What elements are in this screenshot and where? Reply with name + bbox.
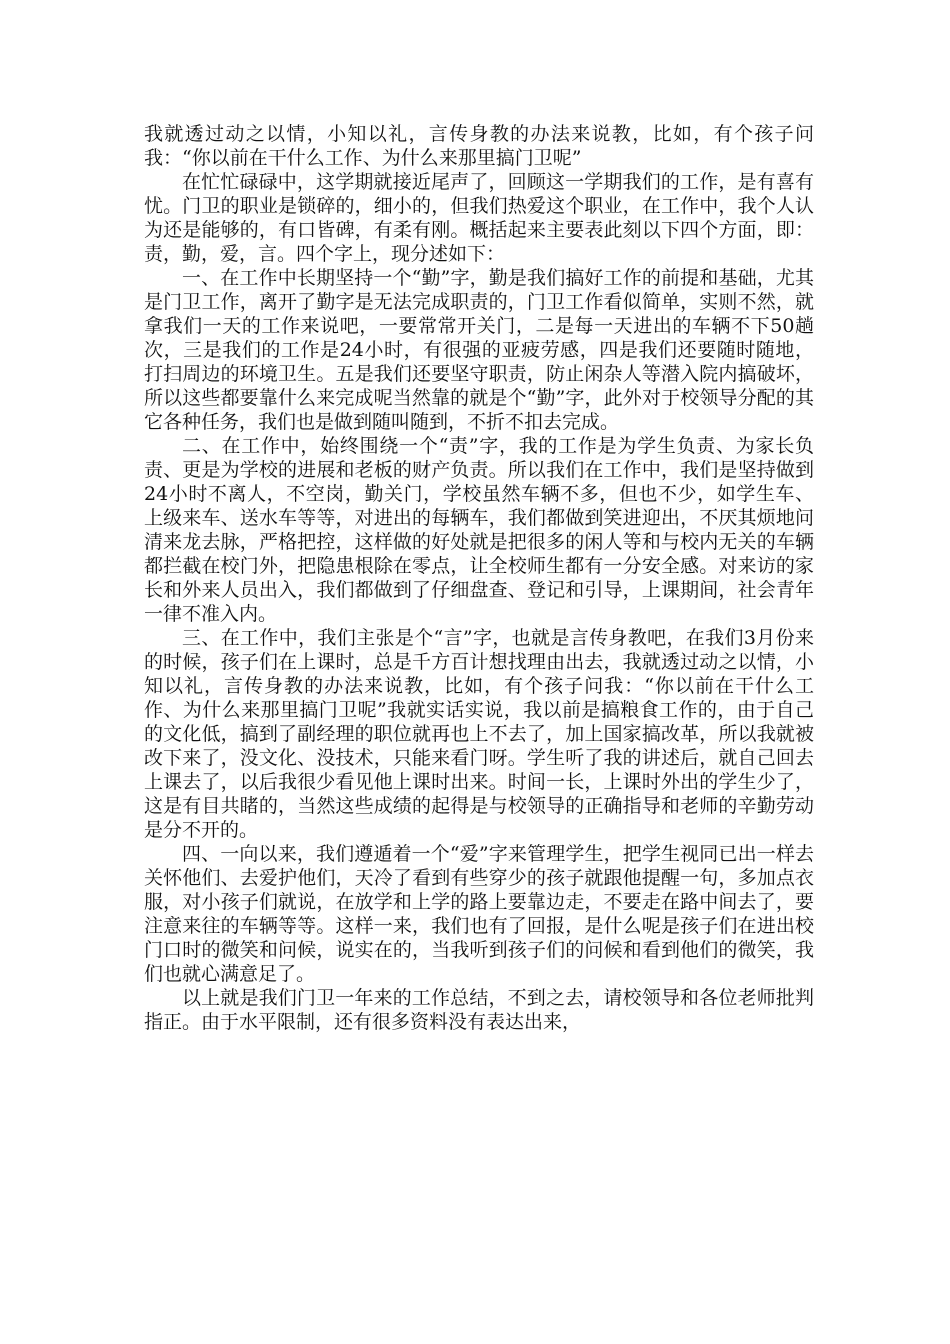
- paragraph-love: 四、一向以来，我们遵遁着一个“爱”字来管理学生，把学生视同已出一样去关怀他们、去爱护他们，天冷了看到有些穿少的孩子就跟他提醒一句，多加点衣服，对小孩子们就说，在放学和上学的路上要靠边走，不要走在路中间去了，要注意来往的车辆等等。这样一来，我们也有了回报，是什么呢是孩子们在进出校门口时的微笑和问候，说实在的，当我听到孩子们的问候和看到他们的微笑，我们也就心满意足了。: [144, 843, 814, 985]
- paragraph-words: 三、在工作中，我们主张是个“言”字，也就是言传身教吧，在我们3月份来的时候，孩子们在上课时，总是千方百计想找理由出去，我就透过动之以情，小知以礼，言传身教的办法来说教，比如，有个孩子问我：“你以前在干什么工作、为什么来那里搞门卫呢”我就实话实说，我以前是搞粮食工作的，由于自己的文化低，搞到了副经理的职位就再也上不去了，加上国家搞改革，所以我就被改下来了，没文化、没技术，只能来看门呀。学生听了我的讲述后，就自己回去上课去了，以后我很少看见他上课时出来。时间一长，上课时外出的学生少了，这是有目共睹的，当然这些成绩的起得是与校领导的正确指导和老师的辛勤劳动是分不开的。: [144, 627, 814, 841]
- paragraph-intro: 在忙忙碌碌中，这学期就接近尾声了，回顾这一学期我们的工作，是有喜有忧。门卫的职业是锁碎的，细小的，但我们热爱这个职业，在工作中，我个人认为还是能够的，有口皆碑，有柔有刚。概括起来主要表此刻以下四个方面，即：责，勤，爱，言。四个字上，现分述如下：: [144, 171, 814, 265]
- paragraph-conclusion: 以上就是我们门卫一年来的工作总结，不到之去，请校领导和各位老师批判指正。由于水平限制，还有很多资料没有表达出来，: [144, 987, 814, 1033]
- document-page: [144, 122, 814, 1034]
- paragraph-continuation: 我就透过动之以情，小知以礼，言传身教的办法来说教，比如，有个孩子问我：“你以前在干什么工作、为什么来那里搞门卫呢”: [144, 123, 814, 169]
- paragraph-responsibility: 二、在工作中，始终围绕一个“责”字，我的工作是为学生负责、为家长负责、更是为学校的进展和老板的财产负责。所以我们在工作中，我们是坚持做到24小时不离人，不空岗，勤关门，学校虽然车辆不多，但也不少，如学生车、上级来车、送水车等等，对进出的每辆车，我们都做到笑进迎出，不厌其烦地问清来龙去脉，严格把控，这样做的好处就是把很多的闲人等和与校内无关的车辆都拦截在校门外，把隐患根除在零点，让全校师生都有一分安全感。对来访的家长和外来人员出入，我们都做到了仔细盘查、登记和引导，上课期间，社会青年一律不准入内。: [144, 435, 814, 625]
- paragraph-diligence: 一、在工作中长期坚持一个“勤”字，勤是我们搞好工作的前提和基础，尤其是门卫工作，离开了勤字是无法完成职责的，门卫工作看似简单，实则不然，就拿我们一天的工作来说吧，一要常常开关门，二是每一天进出的车辆不下50趟次，三是我们的工作是24小时，有很强的亚疲劳感，四是我们还要随时随地，打扫周边的环境卫生。五是我们还要坚守职责，防止闲杂人等潜入院内搞破坏，所以这些都要靠什么来完成呢当然靠的就是个“勤”字，此外对于校领导分配的其它各种任务，我们也是做到随叫随到，不折不扣去完成。: [144, 267, 814, 433]
